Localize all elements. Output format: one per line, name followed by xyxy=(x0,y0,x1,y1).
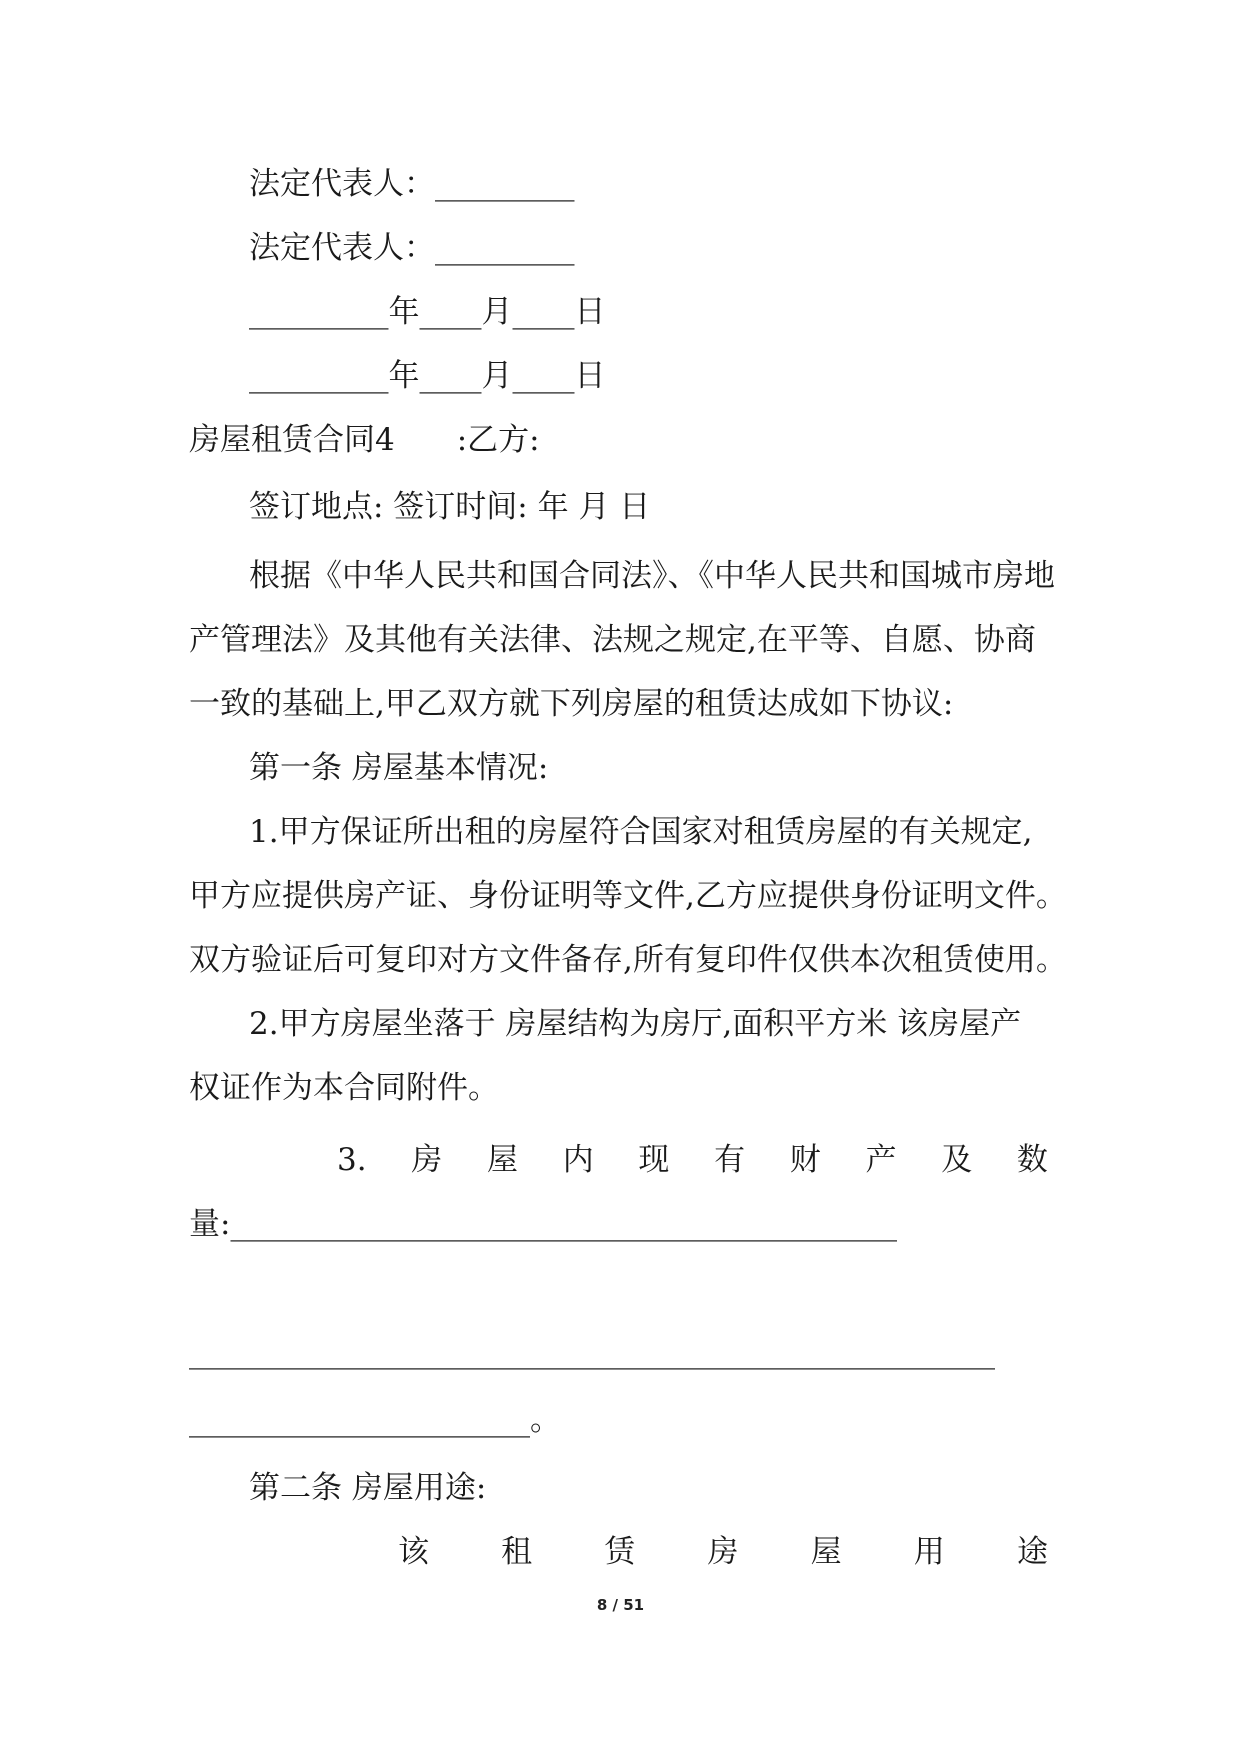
clause-3-char: 内 xyxy=(562,1142,594,1178)
legal-representative-line-1: 法定代表人：_________ xyxy=(249,166,575,202)
blank-fill-line-2: ______________________。 xyxy=(189,1402,561,1438)
clause-3-char: 产 xyxy=(865,1142,897,1178)
article-2-heading: 第二条 房屋用途: xyxy=(249,1470,487,1506)
clause-3-char: 财 xyxy=(789,1142,821,1178)
article-2-char: 租 xyxy=(501,1534,533,1570)
clause-1-line-1: 1.甲方保证所出租的房屋符合国家对租赁房屋的有关规定, xyxy=(249,814,1033,850)
clause-3-char: 屋 xyxy=(486,1142,518,1178)
clause-3-char: 3. xyxy=(337,1142,367,1178)
article-2-char: 该 xyxy=(398,1534,429,1570)
page-number: 8 / 51 xyxy=(596,1596,645,1614)
clause-3-char: 及 xyxy=(941,1142,973,1178)
article-2-char: 用 xyxy=(913,1534,945,1570)
article-2-char: 屋 xyxy=(810,1534,842,1570)
clause-3-char: 数 xyxy=(1016,1142,1048,1178)
date-line-1: _________年____月____日 xyxy=(249,294,606,330)
preamble-line-3: 一致的基础上,甲乙双方就下列房屋的租赁达成如下协议: xyxy=(189,686,954,722)
date-line-2: _________年____月____日 xyxy=(249,358,606,394)
clause-1-line-3: 双方验证后可复印对方文件备存,所有复印件仅供本次租赁使用。 xyxy=(189,942,1067,978)
signing-place-time-line: 签订地点: 签订时间: 年 月 日 xyxy=(249,489,651,525)
clause-3-char: 现 xyxy=(638,1142,670,1178)
clause-2-line-2: 权证作为本合同附件。 xyxy=(189,1070,499,1106)
clause-3-spaced-line xyxy=(337,1140,1048,1180)
legal-representative-line-2: 法定代表人：_________ xyxy=(249,230,575,266)
article-2-char: 房 xyxy=(707,1534,739,1570)
contract-title-line: 房屋租赁合同4 :乙方: xyxy=(189,422,540,458)
preamble-line-2: 产管理法》及其他有关法律、法规之规定,在平等、自愿、协商 xyxy=(189,622,1036,658)
blank-fill-line-1: ____________________________________________________ xyxy=(189,1334,995,1370)
article-1-heading: 第一条 房屋基本情况: xyxy=(249,750,549,786)
clause-3-quantity-line: 量:___________________________________________ xyxy=(189,1206,897,1242)
clause-3-char: 有 xyxy=(714,1142,746,1178)
article-2-char: 赁 xyxy=(604,1534,636,1570)
preamble-line-1: 根据《中华人民共和国合同法》、《中华人民共和国城市房地 xyxy=(249,558,1055,594)
article-2-spaced-line xyxy=(398,1532,1048,1572)
clause-1-line-2: 甲方应提供房产证、身份证明等文件,乙方应提供身份证明文件。 xyxy=(189,878,1067,914)
clause-2-line-1: 2.甲方房屋坐落于 房屋结构为房厅,面积平方米 该房屋产 xyxy=(249,1006,1022,1042)
clause-3-char: 房 xyxy=(411,1142,443,1178)
article-2-char: 途 xyxy=(1016,1534,1048,1570)
